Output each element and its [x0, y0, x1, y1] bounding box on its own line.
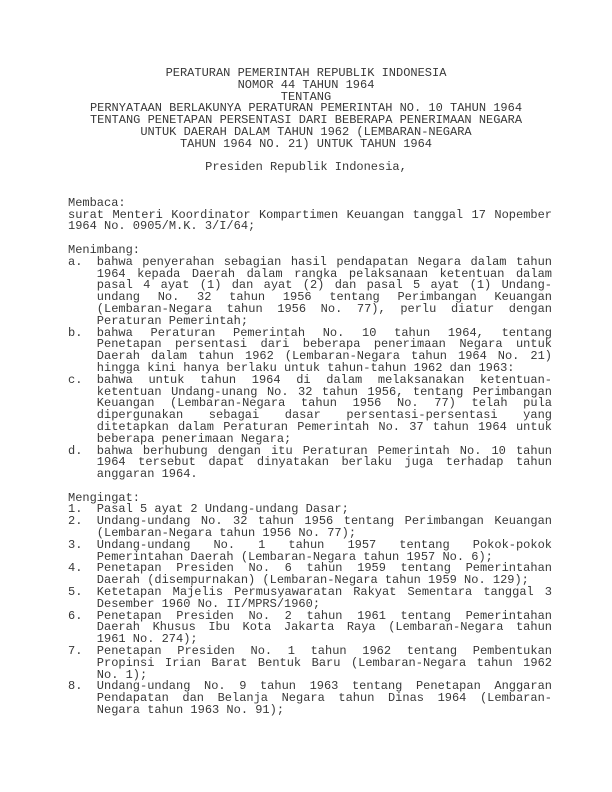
item-line: ketentuan Undang-unang No. 32 tahun 1956, tentang Perimbangan — [96, 384, 552, 399]
title-line: PERATURAN PEMERINTAH REPUBLIK INDONESIA — [165, 66, 447, 80]
item-marker: 5. — [68, 585, 83, 600]
mengingat-item-7 — [68, 646, 552, 681]
item-line: undang No. 32 tahun 1956 tentang Perimbangan Keuangan — [96, 290, 552, 305]
mengingat-item-2 — [68, 516, 552, 540]
salutation — [64, 162, 548, 174]
item-line: ditetapkan dalam Peraturan Pemerintah No. 37 tahun 1964 untuk — [96, 419, 552, 434]
item-marker: 1. — [68, 502, 83, 517]
item-line: bahwa berhubung dengan itu Peraturan Pemerintah No. 10 tahun — [96, 443, 552, 458]
item-line: Pemerintahan Daerah (Lembaran-Negara tahun 1957 No. 6); — [96, 549, 493, 564]
item-marker: 7. — [68, 644, 83, 659]
item-marker: 2. — [68, 514, 83, 529]
spacer — [68, 174, 552, 186]
item-line: Pendapatan dan Belanja Negara tahun Dinas 1964 (Lembaran- — [96, 691, 552, 706]
item-marker: b. — [68, 325, 83, 340]
document-title — [64, 68, 548, 151]
item-line: Keuangan (Lembaran-Negara tahun 1956 No. 77) telah pula — [96, 396, 552, 411]
item-line: bahwa untuk tahun 1964 di dalam melaksanakan ketentuan- — [96, 372, 552, 387]
mengingat-item-4 — [68, 563, 552, 587]
item-line: pasal 4 ayat (1) dan ayat (2) dan pasal 5 ayat (1) Undang- — [96, 278, 552, 293]
item-body — [97, 587, 552, 611]
title-line: UNTUK DAERAH DALAM TAHUN 1962 (LEMBARAN-NEGARA — [140, 124, 472, 139]
item-line: bahwa Peraturan Pemerintah No. 10 tahun 1964, tentang — [96, 325, 552, 340]
membaca-label: Membaca: — [68, 195, 126, 210]
item-line: beberapa penerimaan Negara; — [96, 431, 292, 446]
item-line: Penetapan Presiden No. 6 tahun 1959 tentang Pemerintahan — [96, 561, 552, 576]
item-line: Ketetapan Majelis Permusyawaratan Rakyat Sementara tanggal 3 — [96, 585, 552, 600]
item-line: Penetapan Presiden No. 1 tahun 1962 tentang Pembentukan — [96, 644, 552, 659]
item-line: 1964 tersebut dapat dinyatakan berlaku juga terhadap tahun — [96, 455, 552, 470]
item-line: 1964 kepada Daerah dalam rangka pelaksanaan ketentuan dalam — [96, 266, 552, 281]
item-line: 1961 No. 274); — [96, 632, 198, 647]
item-body — [97, 646, 552, 681]
item-marker: 3. — [68, 537, 83, 552]
title-line: TENTANG — [280, 89, 332, 104]
item-line: Undang-undang No. 32 tahun 1956 tentang Perimbangan Keuangan — [96, 514, 552, 529]
mengingat-item-8 — [68, 681, 552, 716]
item-line: bahwa penyerahan sebagian hasil pendapatan Negara dalam tahun — [96, 254, 552, 269]
membaca-line: 1964 No. 0905/M.K. 3/I/64; — [68, 219, 256, 234]
item-marker: a. — [68, 254, 83, 269]
menimbang-item-b — [68, 325, 552, 375]
menimbang-item-d — [68, 443, 552, 482]
mengingat-label: Mengingat: — [68, 490, 141, 505]
mengingat-item-3 — [68, 537, 552, 564]
item-line: Penetapan persentasi dari beberapa penerimaan Negara untuk — [96, 337, 552, 352]
item-body — [97, 681, 552, 716]
spacer — [68, 233, 552, 245]
item-line: Daerah (disempurnakan) (Lembaran-Negara tahun 1959 No. 129); — [96, 573, 529, 588]
spacer — [68, 481, 552, 493]
item-line: (Lembaran-Negara tahun 1956 No. 77), perlu diatur dengan — [96, 301, 552, 316]
item-body — [96, 254, 552, 328]
menimbang-item-a — [68, 254, 552, 328]
item-line: Penetapan Presiden No. 2 tahun 1961 tentang Pemerintahan — [96, 608, 552, 623]
item-marker: 8. — [68, 679, 83, 694]
item-body — [97, 563, 552, 587]
item-marker: 4. — [68, 561, 83, 576]
title-line: TENTANG PENETAPAN PERSENTASI DARI BEBERAPA PENERIMAAN NEGARA — [89, 113, 523, 128]
item-line: Daerah dalam tahun 1962 (Lembaran-Negara tahun 1964 No. 21) — [96, 349, 552, 364]
item-line: Negara tahun 1963 No. 91); — [96, 703, 285, 718]
item-line: Daerah Khusus Ibu Kota Jakarta Raya (Lembaran-Negara tahun — [96, 620, 552, 635]
item-body — [96, 537, 552, 564]
title-line: NOMOR 44 TAHUN 1964 — [237, 77, 375, 92]
item-line: Peraturan Pemerintah; — [96, 313, 249, 328]
item-line: hingga kini hanya berlaku untuk tahun-tahun 1962 dan 1963: — [96, 360, 515, 375]
salutation-line: Presiden Republik Indonesia, — [205, 160, 407, 175]
item-line: Pasal 5 ayat 2 Undang-undang Dasar; — [96, 502, 349, 517]
item-line: Desember 1960 No. II/MPRS/1960; — [96, 596, 321, 611]
menimbang-label: Menimbang: — [68, 242, 141, 257]
item-body — [97, 516, 552, 540]
item-line: Undang-undang No. 9 tahun 1963 tentang Penetapan Anggaran — [96, 679, 552, 694]
spacer — [68, 186, 552, 198]
item-line: (Lembaran-Negara tahun 1956 No. 77); — [96, 526, 357, 541]
item-body — [96, 325, 552, 375]
document-body — [68, 68, 552, 717]
title-line: PERNYATAAN BERLAKUNYA PERATURAN PEMERINTAH NO. 10 TAHUN 1964 — [89, 101, 523, 116]
item-line: dipergunakan sebagai dasar persentasi-persentasi yang — [96, 408, 552, 423]
item-body — [96, 372, 552, 446]
item-line: anggaran 1964. — [96, 467, 198, 482]
item-marker: c. — [68, 372, 83, 387]
membaca-line: surat Menteri Koordinator Kompartimen Keuangan tanggal 17 Nopember — [68, 207, 552, 222]
title-line: TAHUN 1964 NO. 21) UNTUK TAHUN 1964 — [179, 136, 433, 151]
mengingat-item-6 — [68, 608, 552, 647]
item-body — [96, 443, 552, 482]
menimbang-item-c — [68, 372, 552, 446]
item-marker: 6. — [68, 608, 83, 623]
item-body — [96, 608, 552, 647]
item-line: Undang-undang No. 1 tahun 1957 tentang Pokok-pokok — [96, 537, 552, 552]
item-line: No. 1); — [96, 667, 148, 682]
mengingat-item-5 — [68, 587, 552, 611]
item-line: Propinsi Irian Barat Bentuk Baru (Lembaran-Negara tahun 1962 — [96, 655, 552, 670]
item-marker: d. — [68, 443, 83, 458]
